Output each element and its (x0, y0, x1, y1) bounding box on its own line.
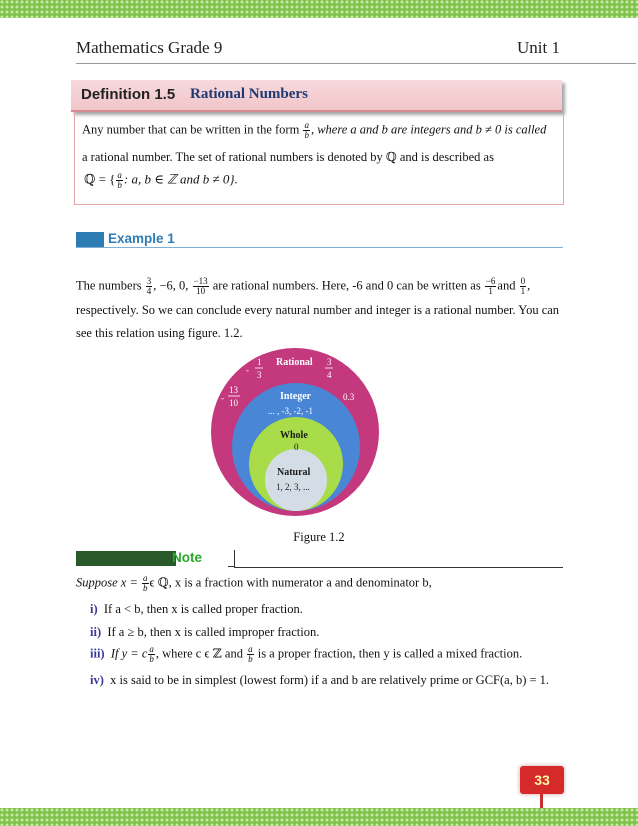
fraction: $\frac{a}{b}$ (117, 170, 122, 190)
rational-minus-sign-2: - (221, 393, 224, 403)
rational-frac-right-num: 3 (327, 357, 332, 367)
rational-decimal: 0.3 (343, 392, 355, 402)
natural-values: 1, 2, 3, ... (276, 482, 310, 492)
header-title: Mathematics Grade 9 (76, 38, 223, 57)
fraction: $\frac{0}{1}$ (520, 276, 526, 296)
rational-frac-bottom-num: 13 (229, 385, 238, 395)
whole-label: Whole (280, 430, 308, 441)
integer-label: Integer (280, 391, 312, 402)
rational-frac-right-den: 4 (327, 370, 332, 380)
list-label: i) (90, 602, 98, 616)
rational-frac-left-den: 3 (257, 370, 262, 380)
example-marker (76, 232, 104, 247)
example-text: , −6, 0, (153, 278, 189, 293)
note-text: Suppose x = (76, 575, 138, 590)
note-item-1 (90, 602, 303, 617)
note-rule (234, 567, 563, 568)
example-rule (76, 247, 563, 248)
fraction: $\frac{a}{b}$ (304, 120, 309, 140)
example-title: Example 1 (108, 231, 175, 246)
rational-label: Rational (276, 357, 313, 368)
list-text: is a proper fraction, then y is called a mixed fraction. (257, 646, 523, 661)
note-title: Note (172, 550, 202, 565)
definition-text: Any number that can be written in the form (82, 122, 300, 137)
figure-caption: Figure 1.2 (293, 530, 345, 544)
rational-frac-left-num: 1 (257, 357, 262, 367)
rational-frac-bottom-den: 10 (229, 398, 238, 408)
fraction: $\frac{3}{4}$ (146, 276, 152, 296)
rational-numbers-venn-diagram (210, 347, 380, 517)
bottom-decorative-band (0, 808, 638, 826)
note-bracket (228, 550, 235, 567)
list-label: iv) (90, 673, 104, 687)
fraction: $\frac{-13}{10}$ (193, 276, 208, 296)
definition-label: Definition 1.5 (81, 86, 176, 103)
definition-text: , where a and b are integers and b ≠ 0 is called (310, 122, 547, 137)
natural-label: Natural (277, 467, 311, 478)
definition-title-bar (71, 80, 562, 112)
list-label: ii) (90, 625, 102, 639)
definition-set (84, 171, 238, 190)
list-label: iii) (90, 646, 105, 661)
example-text: The numbers (76, 278, 142, 293)
top-decorative-band (0, 0, 638, 18)
list-text: If a < b, then x is called proper fraction. (103, 602, 303, 616)
example-paragraph-2: respectively. So we can conclude every natural number and integer is a rational number. You can (76, 303, 560, 317)
list-text: , where c ϵ ℤ and (155, 646, 243, 661)
fraction: $\frac{-6}{1}$ (485, 276, 496, 296)
whole-values: 0 (294, 442, 299, 452)
set-open: ℚ = { (84, 171, 116, 187)
example-text: and (497, 278, 516, 293)
integer-values: ... , -3, -2, -1 (268, 406, 313, 416)
natural-circle (265, 449, 327, 511)
definition-line-1 (82, 121, 546, 140)
fraction: $\frac{a}{b}$ (143, 573, 148, 593)
definition-line-2: a rational number. The set of rational numbers is denoted by ℚ and is described as (82, 150, 494, 164)
page-number: 33 (534, 772, 550, 788)
note-item-2 (90, 625, 319, 640)
list-text: If a ≥ b, then x is called improper fraction. (107, 625, 320, 639)
list-text: If y = c (110, 646, 148, 661)
example-text: , (527, 278, 531, 293)
example-text: are rational numbers. Here, -6 and 0 can be written as (212, 278, 481, 293)
example-paragraph-3: see this relation using figure. 1.2. (76, 326, 243, 340)
list-text: x is said to be in simplest (lowest form) if a and b are relatively prime or GCF(a, b) = 1. (110, 673, 550, 687)
definition-title: Rational Numbers (190, 86, 308, 102)
note-text: ϵ ℚ, x is a fraction with numerator a and denominator b, (149, 575, 432, 590)
note-item-3 (90, 645, 522, 664)
fraction: $\frac{a}{b}$ (149, 644, 154, 664)
note-item-4 (90, 673, 549, 688)
note-intro (76, 574, 432, 593)
rational-minus-sign: - (246, 365, 249, 375)
header-rule (76, 63, 636, 64)
header-unit: Unit 1 (517, 38, 560, 57)
page-number-stem (540, 794, 543, 808)
set-close: : a, b ∈ ℤ and b ≠ 0}. (123, 171, 238, 187)
fraction: $\frac{a}{b}$ (248, 644, 253, 664)
example-paragraph-1 (76, 277, 530, 296)
note-marker (76, 551, 176, 566)
